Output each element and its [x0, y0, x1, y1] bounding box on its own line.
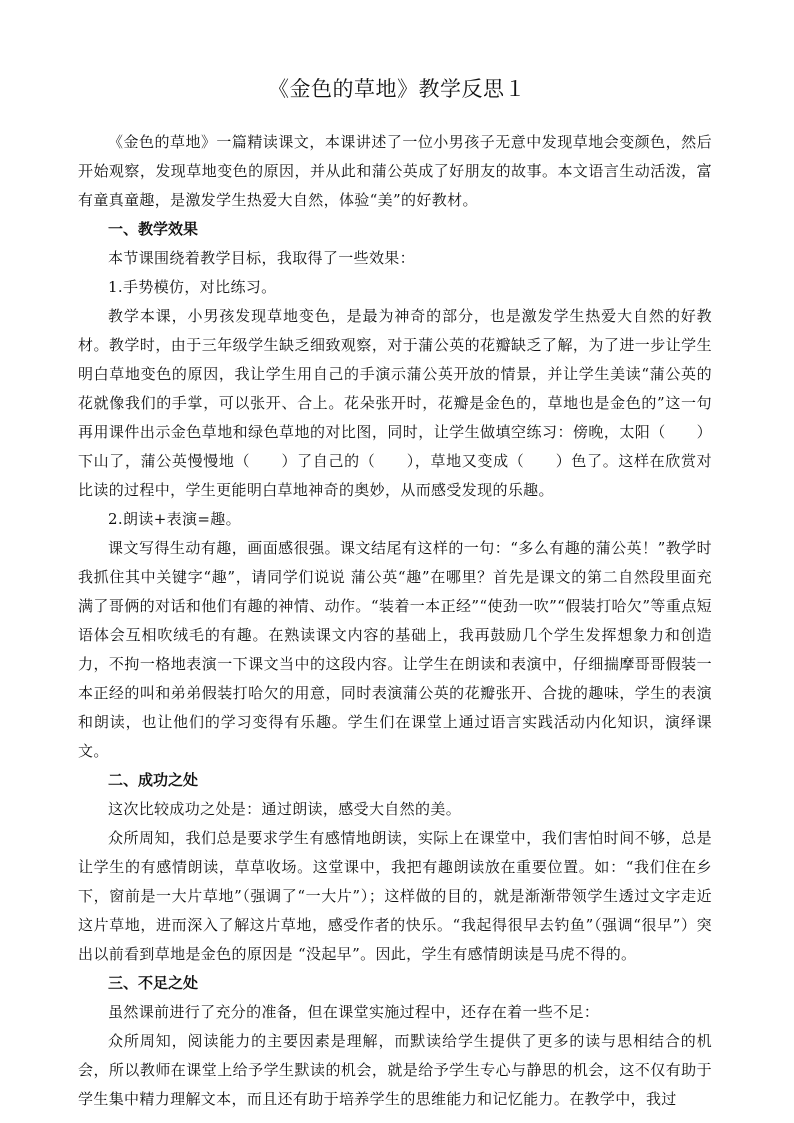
section-heading-success: 二、成功之处 — [108, 771, 199, 789]
section-heading-shortcomings: 三、不足之处 — [108, 974, 199, 992]
document-title: 《金色的草地》教学反思１ — [268, 77, 526, 101]
paragraph: 虽然课前进行了充分的准备，但在课堂实施过程中，还存在着一些不足： — [108, 1003, 600, 1021]
section-heading-teaching-effect: 一、教学效果 — [108, 220, 199, 238]
document-body — [78, 128, 712, 1114]
paragraph: 课文写得生动有趣，画面感很强。课文结尾有这样的一句：“多么有趣的蒲公英！”教学时我抓住其中关键字“趣”，请同学们说说 蒲公英“趣”在哪里？首先是课文的第二自然段里面充满了哥俩的对话和他们有趣的神情、动作。“装着一本正经”“使劲一吹”“假装打哈欠”等重点短语体会互相吹绒毛的有趣。在熟读课文内容的基础上，我再鼓励几个学生发挥想象力和创造力，不拘一格地表演一下课文当中的这段内容。让学生在朗读和表演中，仔细揣摩哥哥假装一本正经的叫和弟弟假装打哈欠的用意，同时表演蒲公英的花瓣张开、合拢的趣味，学生的表演和朗读，也让他们的学习变得有乐趣。学生们在课堂上通过语言实践活动内化知识，演绎课文。 — [78, 539, 712, 760]
subheading-reading-performance: 2.朗读+表演=趣。 — [108, 510, 241, 528]
paragraph: 本节课围绕着教学目标，我取得了一些效果： — [108, 249, 416, 267]
paragraph: 教学本课，小男孩发现草地变色，是最为神奇的部分，也是激发学生热爱大自然的好教材。教学时，由于三年级学生缺乏细致观察，对于蒲公英的花瓣缺乏了解，为了进一步让学生明白草地变色的原因，我让学生用自己的手演示蒲公英开放的情景，并让学生美读“蒲公英的花就像我们的手掌，可以张开、合上。花朵张开时，花瓣是金色的，草地也是金色的”这一句再用课件出示金色草地和绿色草地的对比图，同时，让学生做填空练习：傍晚，太阳（ ）下山了，蒲公英慢慢地（ ）了自己的（ ），草地又变成（ ）色了。这样在欣赏对比读的过程中，学生更能明白草地神奇的奥妙，从而感受发现的乐趣。 — [78, 307, 712, 499]
subheading-gesture-imitation: 1.手势模仿，对比练习。 — [108, 278, 277, 296]
paragraph: 众所周知，阅读能力的主要因素是理解，而默读给学生提供了更多的读与思相结合的机会，所以教师在课堂上给予学生默读的机会，就是给予学生专心与静思的机会，这不仅有助于学生集中精力理解文本，而且还有助于培养学生的思维能力和记忆能力。在教学中，我过 — [78, 1032, 712, 1108]
paragraph: 众所周知，我们总是要求学生有感情地朗读，实际上在课堂中，我们害怕时间不够，总是让学生的有感情朗读，草草收场。这堂课中，我把有趣朗读放在重要位置。如：“我们住在乡下，窗前是一大片草地”（强调了“一大片”）；这样做的目的，就是渐渐带领学生透过文字走近这片草地，进而深入了解这片草地，感受作者的快乐。“我起得很早去钓鱼”（强调“很早”）突出以前看到草地是金色的原因是 “没起早”。因此，学生有感情朗读是马虎不得的。 — [78, 829, 712, 963]
intro-paragraph: 《金色的草地》一篇精读课文，本课讲述了一位小男孩子无意中发现草地会变颜色，然后开始观察，发现草地变色的原因，并从此和蒲公英成了好朋友的故事。本文语言生动活泼，富有童真童趣，是激发学生热爱大自然，体验“美”的好教材。 — [78, 133, 712, 209]
paragraph: 这次比较成功之处是：通过朗读，感受大自然的美。 — [108, 800, 462, 818]
